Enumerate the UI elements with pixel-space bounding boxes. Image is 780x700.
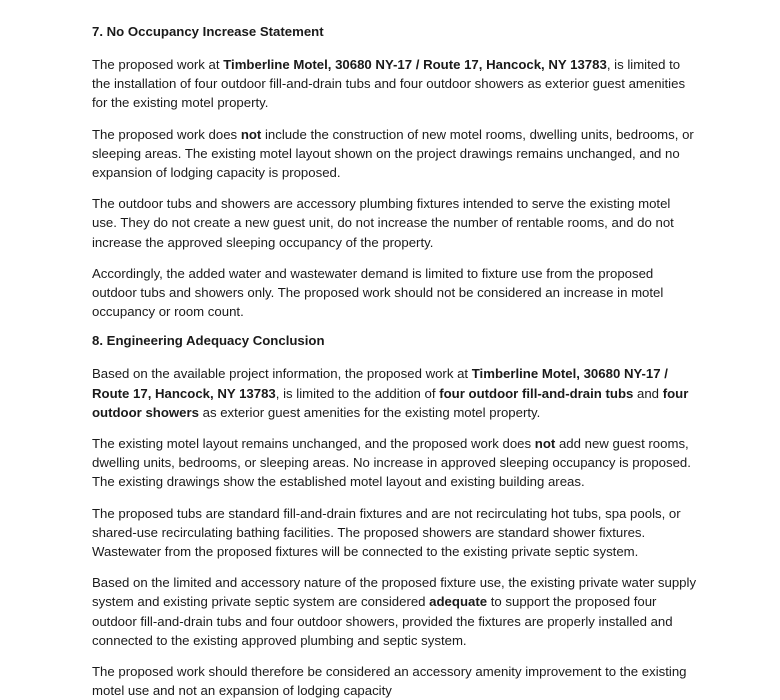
- section-8-paragraph-1: Based on the available project information, the proposed work at Timberline Motel, 30680 NY-17 / Route 17, Hancock, NY 13783, is limited to the addition of four outdoor fill-and-drain tubs and four outdoor showers as exterior guest amenities for the existing motel property.: [92, 366, 689, 420]
- document-page: [92, 22, 698, 700]
- section-8-paragraph-4: Based on the limited and accessory nature of the proposed fixture use, the existing private water supply system and existing private septic system are considered adequate to support the proposed four outdoor fill-and-drain tubs and four outdoor showers, provided the fixtures are properly installed and connected to the existing approved plumbing and septic system.: [92, 575, 697, 648]
- adequate-emphasis: adequate: [429, 594, 488, 610]
- section-7-paragraph-1: The proposed work at Timberline Motel, 30680 NY-17 / Route 17, Hancock, NY 13783, is limited to the installation of four outdoor fill-and-drain tubs and four outdoor showers as exterior guest amenities for the existing motel property.: [92, 57, 686, 111]
- section-7-heading: 7. No Occupancy Increase Statement: [92, 24, 324, 39]
- section-7-paragraph-3: The outdoor tubs and showers are accessory plumbing fixtures intended to serve the existing motel use. They do not create a new guest unit, do not increase the number of rentable rooms, and do not increase the approved sleeping occupancy of the property.: [92, 196, 674, 250]
- showers-emphasis: four outdoor showers: [92, 385, 689, 420]
- tubs-emphasis: four outdoor fill-and-drain tubs: [439, 385, 634, 401]
- motel-address-bold: Timberline Motel, 30680 NY-17 / Route 17, Hancock, NY 13783: [223, 57, 607, 72]
- section-7-paragraph-4: Accordingly, the added water and wastewater demand is limited to fixture use from the proposed outdoor tubs and showers only. The proposed work should not be considered an increase in motel occupancy or room count.: [92, 265, 664, 320]
- not-emphasis: not: [240, 126, 262, 142]
- section-8-paragraph-5: The proposed work should therefore be considered an accessory amenity improvement to the existing motel use and not an expansion of lodging capacity: [92, 664, 687, 699]
- motel-address-bold: Timberline Motel, 30680 NY-17 / Route 17, Hancock, NY 13783: [92, 366, 668, 401]
- section-7-paragraph-2: The proposed work does not include the construction of new motel rooms, dwelling units, bedrooms, or sleeping areas. The existing motel layout shown on the project drawings remains unchanged, and no expansion of lodging capacity is proposed.: [92, 126, 694, 181]
- section-8-heading: 8. Engineering Adequacy Conclusion: [92, 333, 325, 349]
- section-8-paragraph-3: The proposed tubs are standard fill-and-drain fixtures and are not recirculating hot tubs, spa pools, or shared-use recirculating bathing facilities. The proposed showers are standard shower fixtures. Wastewater from the proposed fixtures will be connected to the existing private septic system.: [92, 505, 681, 560]
- section-8-paragraph-2: The existing motel layout remains unchanged, and the proposed work does not add new guest rooms, dwelling units, bedrooms, or sleeping areas. No increase in approved sleeping occupancy is proposed. The existing drawings show the established motel layout and existing building areas.: [92, 436, 691, 490]
- not-emphasis: not: [534, 436, 556, 452]
